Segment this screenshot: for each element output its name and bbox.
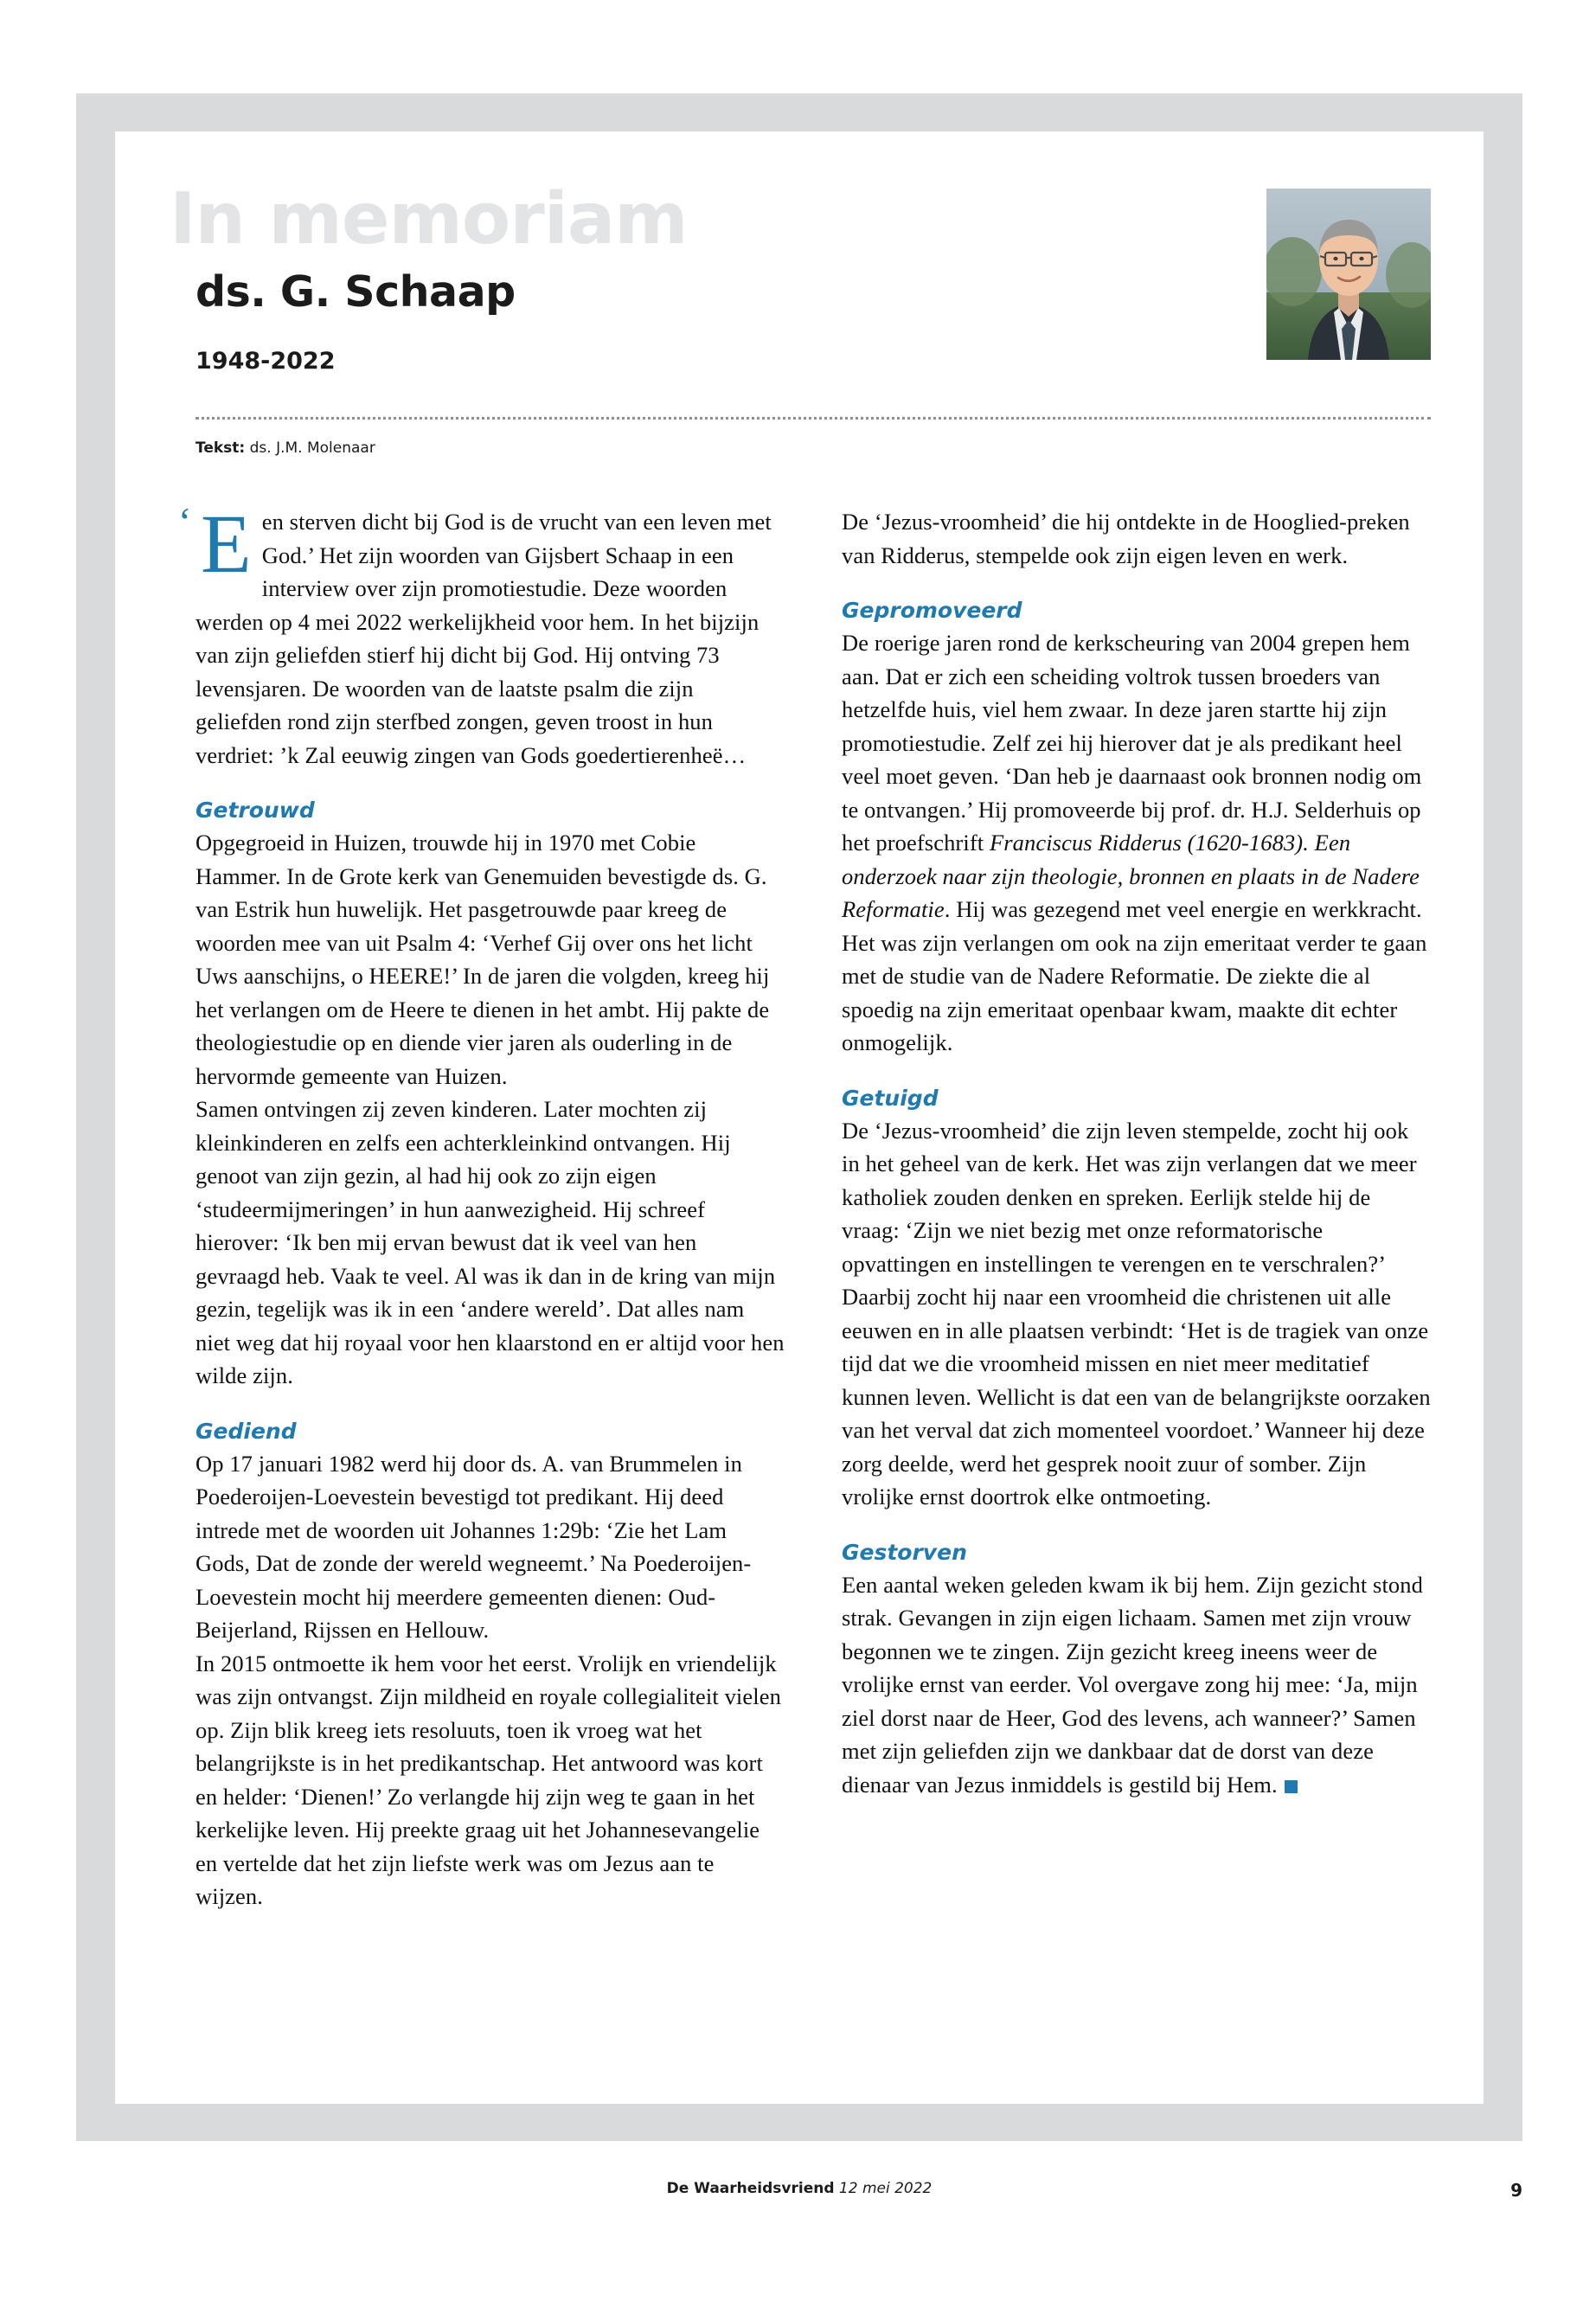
article-columns — [178, 497, 1431, 1913]
page-title: ds. G. Schaap — [195, 267, 516, 317]
lead-paragraph-text: en sterven dicht bij God is de vrucht van een leven met God.’ Het zijn woorden van Gijsbert Schaap in een interview over zijn promotiestudie. Deze woorden werden op 4 mei 2022 werkelijkheid voor hem. In het bijzijn van zijn geliefden stierf hij dicht bij God. Hij ontving 73 levensjaren. De woorden van de laatste psalm die zijn geliefden rond zijn sterfbed zongen, geven troost in hun verdriet: ’k Zal eeuwig zingen van Gods goedertierenheë… — [195, 509, 772, 768]
paragraph-gepromoveerd-after: . Hij was gezegend met veel energie en werkkracht. Het was zijn verlangen om ook na zijn emeritaat verder te gaan met de studie van de Nadere Reformatie. De ziekte die al spoedig na zijn emeritaat openbaar kwam, maakte dit echter onmogelijk. — [842, 896, 1427, 1055]
paragraph-opening-right: De ‘Jezus-vroomheid’ die hij ontdekte in de Hooglied-preken van Ridderus, stempelde ook zijn eigen leven en werk. — [842, 509, 1410, 568]
paragraph-gepromoveerd-before: De roerige jaren rond de kerkscheuring van 2004 grepen hem aan. Dat er zich een scheiding voltrok tussen broeders van hetzelfde huis, viel hem zwaar. In deze jaren startte hij zijn promotiestudie. Zelf zei hij hierover dat je als predikant heel veel moet geven. ‘Dan heb je daarnaast ook bronnen nodig om te ontvangen.’ Hij promoveerde bij prof. dr. H.J. Selderhuis op het proefschrift — [842, 630, 1422, 856]
end-mark — [1285, 1780, 1298, 1793]
right-column — [842, 505, 1431, 1913]
page-number: 9 — [1510, 2180, 1522, 2201]
section-heading-gepromoveerd: Gepromoveerd — [842, 598, 1022, 623]
lead-paragraph — [178, 497, 785, 772]
header-divider — [195, 417, 1431, 420]
drop-cap: E — [201, 497, 252, 590]
portrait-photo — [1266, 189, 1431, 360]
footer-date: 12 mei 2022 — [838, 2180, 933, 2197]
paragraph-getrouwd-1: Opgegroeid in Huizen, trouwde hij in 1970 met Cobie Hammer. In de Grote kerk van Genemuiden bevestigde ds. G. van Estrik hun huwelijk. Het pasgetrouwde paar kreeg de woorden mee van uit Psalm 4: ‘Verhef Gij over ons het licht Uws aanschijns, o HEERE!’ In de jaren die volgden, kreeg hij het verlangen om de Heere te dienen in het ambt. Hij pakte de theologiestudie op en diende vier jaren als ouderling in de hervormde gemeente van Huizen. — [195, 830, 770, 1089]
paragraph-gediend-1: Op 17 januari 1982 werd hij door ds. A. van Brummelen in Poederoijen-Loevestein bevestigd tot predikant. Hij deed intrede met de woorden uit Johannes 1:29b: ‘Zie het Lam Gods, Dat de zonde der wereld wegneemt.’ Na Poederoijen-Loevestein mocht hij meerdere gemeenten dienen: Oud-Beijerland, Rijssen en Hellouw. — [195, 1450, 752, 1643]
section-heading-getuigd: Getuigd — [842, 1085, 939, 1111]
paragraph-getuigd: De ‘Jezus-vroomheid’ die zijn leven stempelde, zocht hij ook in het geheel van de kerk. Het was zijn verlangen dat we meer katholiek zouden denken en spreken. Eerlijk stelde hij de vraag: ‘Zijn we niet bezig met onze reformatorische opvattingen en instellingen te verengen en te verschralen?’ Daarbij zocht hij naar een vroomheid die christenen uit alle eeuwen en in alle plaatsen verbindt: ‘Het is de tragiek van onze tijd dat we die vroomheid missen en niet meer meditatief kunnen leven. Wellicht is dat een van de belangrijkste oorzaken van het verval dat zich momenteel voordoet.’ Wanneer hij deze zorg deelde, werd het gesprek nooit zuur of somber. Zijn vrolijke ernst doortrok elke ontmoeting. — [842, 1117, 1431, 1509]
article-masthead — [170, 170, 1431, 457]
paragraph-gestorven: Een aantal weken geleden kwam ik bij hem. Zijn gezicht stond strak. Gevangen in zijn eigen lichaam. Samen met zijn vrouw begonnen we te zingen. Zijn gezicht kreeg ineens weer de vrolijke ernst van eerder. Vol overgave zong hij mee: ‘Ja, mijn ziel dorst naar de Heer, God des levens, ach wanneer?’ Samen met zijn geliefden zijn we dankbaar dat de dorst van deze dienaar van Jezus inmiddels is gestild bij Hem. — [842, 1571, 1423, 1798]
byline-label: Tekst: — [195, 439, 246, 457]
section-heading-getrouwd: Getrouwd — [195, 798, 315, 823]
left-column — [178, 497, 785, 1913]
opening-quote-mark: ‘ — [178, 499, 192, 543]
paragraph-gepromoveerd — [842, 626, 1431, 1060]
section-heading-gestorven: Gestorven — [842, 1539, 967, 1565]
footer-publication: De Waarheidsvriend — [666, 2180, 835, 2197]
paragraph-gediend-2: In 2015 ontmoette ik hem voor het eerst. Vrolijk en vriendelijk was zijn ontvangst. Zijn mildheid en royale collegialiteit vielen op. Zijn blik kreeg iets resoluuts, toen ik vroeg wat het belangrijkste is in het predikantschap. Het antwoord was kort en helder: ‘Dienen!’ Zo verlangde hij zijn weg te gaan in het kerkelijke leven. Hij preekte graag uit het Johannesevangelie en vertelde dat het zijn liefste werk was om Jezus aan te wijzen. — [195, 1650, 781, 1909]
paragraph-getrouwd-2: Samen ontvingen zij zeven kinderen. Later mochten zij kleinkinderen en zelfs een achterkleinkind ontvangen. Hij genoot van zijn gezin, al had hij ook zo zijn eigen ‘studeermijmeringen’ in hun aanwezigheid. Hij schreef hierover: ‘Ik ben mij ervan bewust dat ik veel van hen gevraagd heb. Vaak te veel. Al was ik dan in de kring van mijn gezin, tegelijk was ik in een ‘andere wereld’. Dat alles nam niet weg dat hij royaal voor hen klaarstond en er altijd voor hen wilde zijn. — [195, 1096, 785, 1388]
page-kicker: In memoriam — [170, 178, 688, 260]
section-heading-gediend: Gediend — [195, 1418, 297, 1444]
life-years: 1948-2022 — [195, 348, 336, 375]
byline — [195, 439, 375, 457]
footer-publication-line — [76, 2180, 1522, 2197]
book-title: Franciscus Ridderus (1620-1683). Een onderzoek naar zijn theologie, bronnen en plaats in de Nadere Reformatie — [842, 830, 1420, 922]
byline-author: ds. J.M. Molenaar — [249, 439, 375, 457]
article-content — [170, 170, 1431, 2073]
